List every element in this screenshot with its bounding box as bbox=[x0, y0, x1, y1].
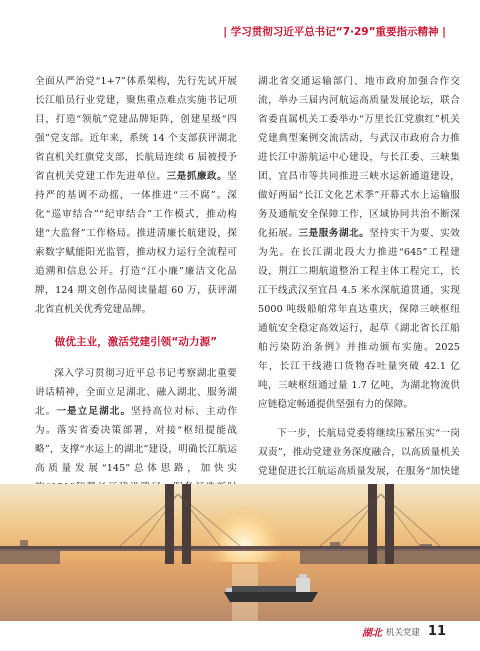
right-paragraph-1 bbox=[258, 72, 460, 414]
right-text-column bbox=[258, 72, 460, 548]
emphasis-lead-3: 三是抓廉政。 bbox=[166, 171, 228, 182]
page-header-title: | 学习贯彻习近平总书记“7·29”重要指示精神 | bbox=[223, 26, 446, 38]
left-para-2-text: 坚持严的基调不动摇，一体推进“三不腐”。深化“巡审结合”“纪审结合”工作模式，推动构建“大监督”工作格局。推进清廉长航建设，探索数字赋能阳光监管，推动权力运行全流程可追溯和信息公开。打造“江小廉”廉洁文化品牌，124 期文创作品阅读量超 60 万，获评湖北省直机关优秀党建品牌。 bbox=[35, 171, 237, 315]
left-para-3-text: 深入学习贯彻习近平总书记考察湖北重要讲话精神，全面立足湖北、融入湖北、服务湖北。 bbox=[35, 368, 237, 417]
right-para-2-text: 下一步，长航局党委将继续压紧压实“一岗双责”，推动党建业务深度融合，以高质量机关党建促进长江航运高质量发展，在服务“加快建 bbox=[258, 428, 460, 477]
magazine-brand-subtitle: 机关党建 bbox=[385, 627, 420, 638]
left-text-column bbox=[35, 72, 237, 545]
sunset-bridge-photo bbox=[0, 484, 480, 621]
left-para-4-text: 坚持高位对标、主动作为。落实省委决策部署，对接“枢纽提能战略”，支撑“水运上的湖北”建设，明确长江航运高质量发展“145”总体思路，加快实 bbox=[35, 406, 238, 474]
left-para-1-text: 全面从严治党“1+7”体系架构，先行先试开展长江船员行业党建，聚焦重点难点实施书记项目，打造“领航”党建品牌矩阵，创建星级“四强”党支部。近年来，系统 14 个支部获评湖北省直机关红旗党支部，长航局连续 6 届被授予省直机关党建工作先进单位。 bbox=[35, 76, 237, 182]
page-number: 11 bbox=[427, 624, 446, 639]
emphasis-lead-3b: 三是服务湖北。 bbox=[298, 228, 370, 239]
magazine-brand: 湖北 bbox=[361, 628, 382, 639]
page-footer bbox=[362, 624, 446, 639]
emphasis-lead-1: 一是立足湖北。 bbox=[56, 406, 132, 417]
right-para-1a-text: 湖北省交通运输部门、地市政府加强合作交流，举办三届内河航运高质量发展论坛，联合省委直属机关工委举办“万里长江党旗红”机关党建典型案例交流活动，与武汉市政府合力推进长江中游航运中心建设，与长江委、三峡集团、宜昌市等共同推进三峡水运新通道建设，做好两届“长江文化艺术季”开幕式水上运输服务及通航安全保障工作，区域协同共治不断深化拓展。 bbox=[258, 76, 460, 239]
right-para-1b-text: 坚持实干为要、实效为先。在长江湖北段大力推进“645”工程建设，荆江二期航道整治工程主体工程完工，长江干线武汉至宜昌 4.5 米水深航道贯通，实现 5000 吨级船舶常年直达重庆，保障三峡枢纽通航安全稳定高效运行，起草《湖北省长江船舶污染防治条例》并推动颁布实施。2025 年，长江干线港口货物吞吐量突破 42.1 亿吨，三峡枢纽通过量 1.7 亿吨，为湖北物流供应链稳定畅通提供坚强有力的保障。 bbox=[258, 228, 460, 410]
section-heading: 做优主业，激活党建引领“动力源” bbox=[54, 336, 218, 348]
photo-illustration bbox=[0, 484, 480, 621]
left-paragraph-1 bbox=[35, 72, 237, 319]
